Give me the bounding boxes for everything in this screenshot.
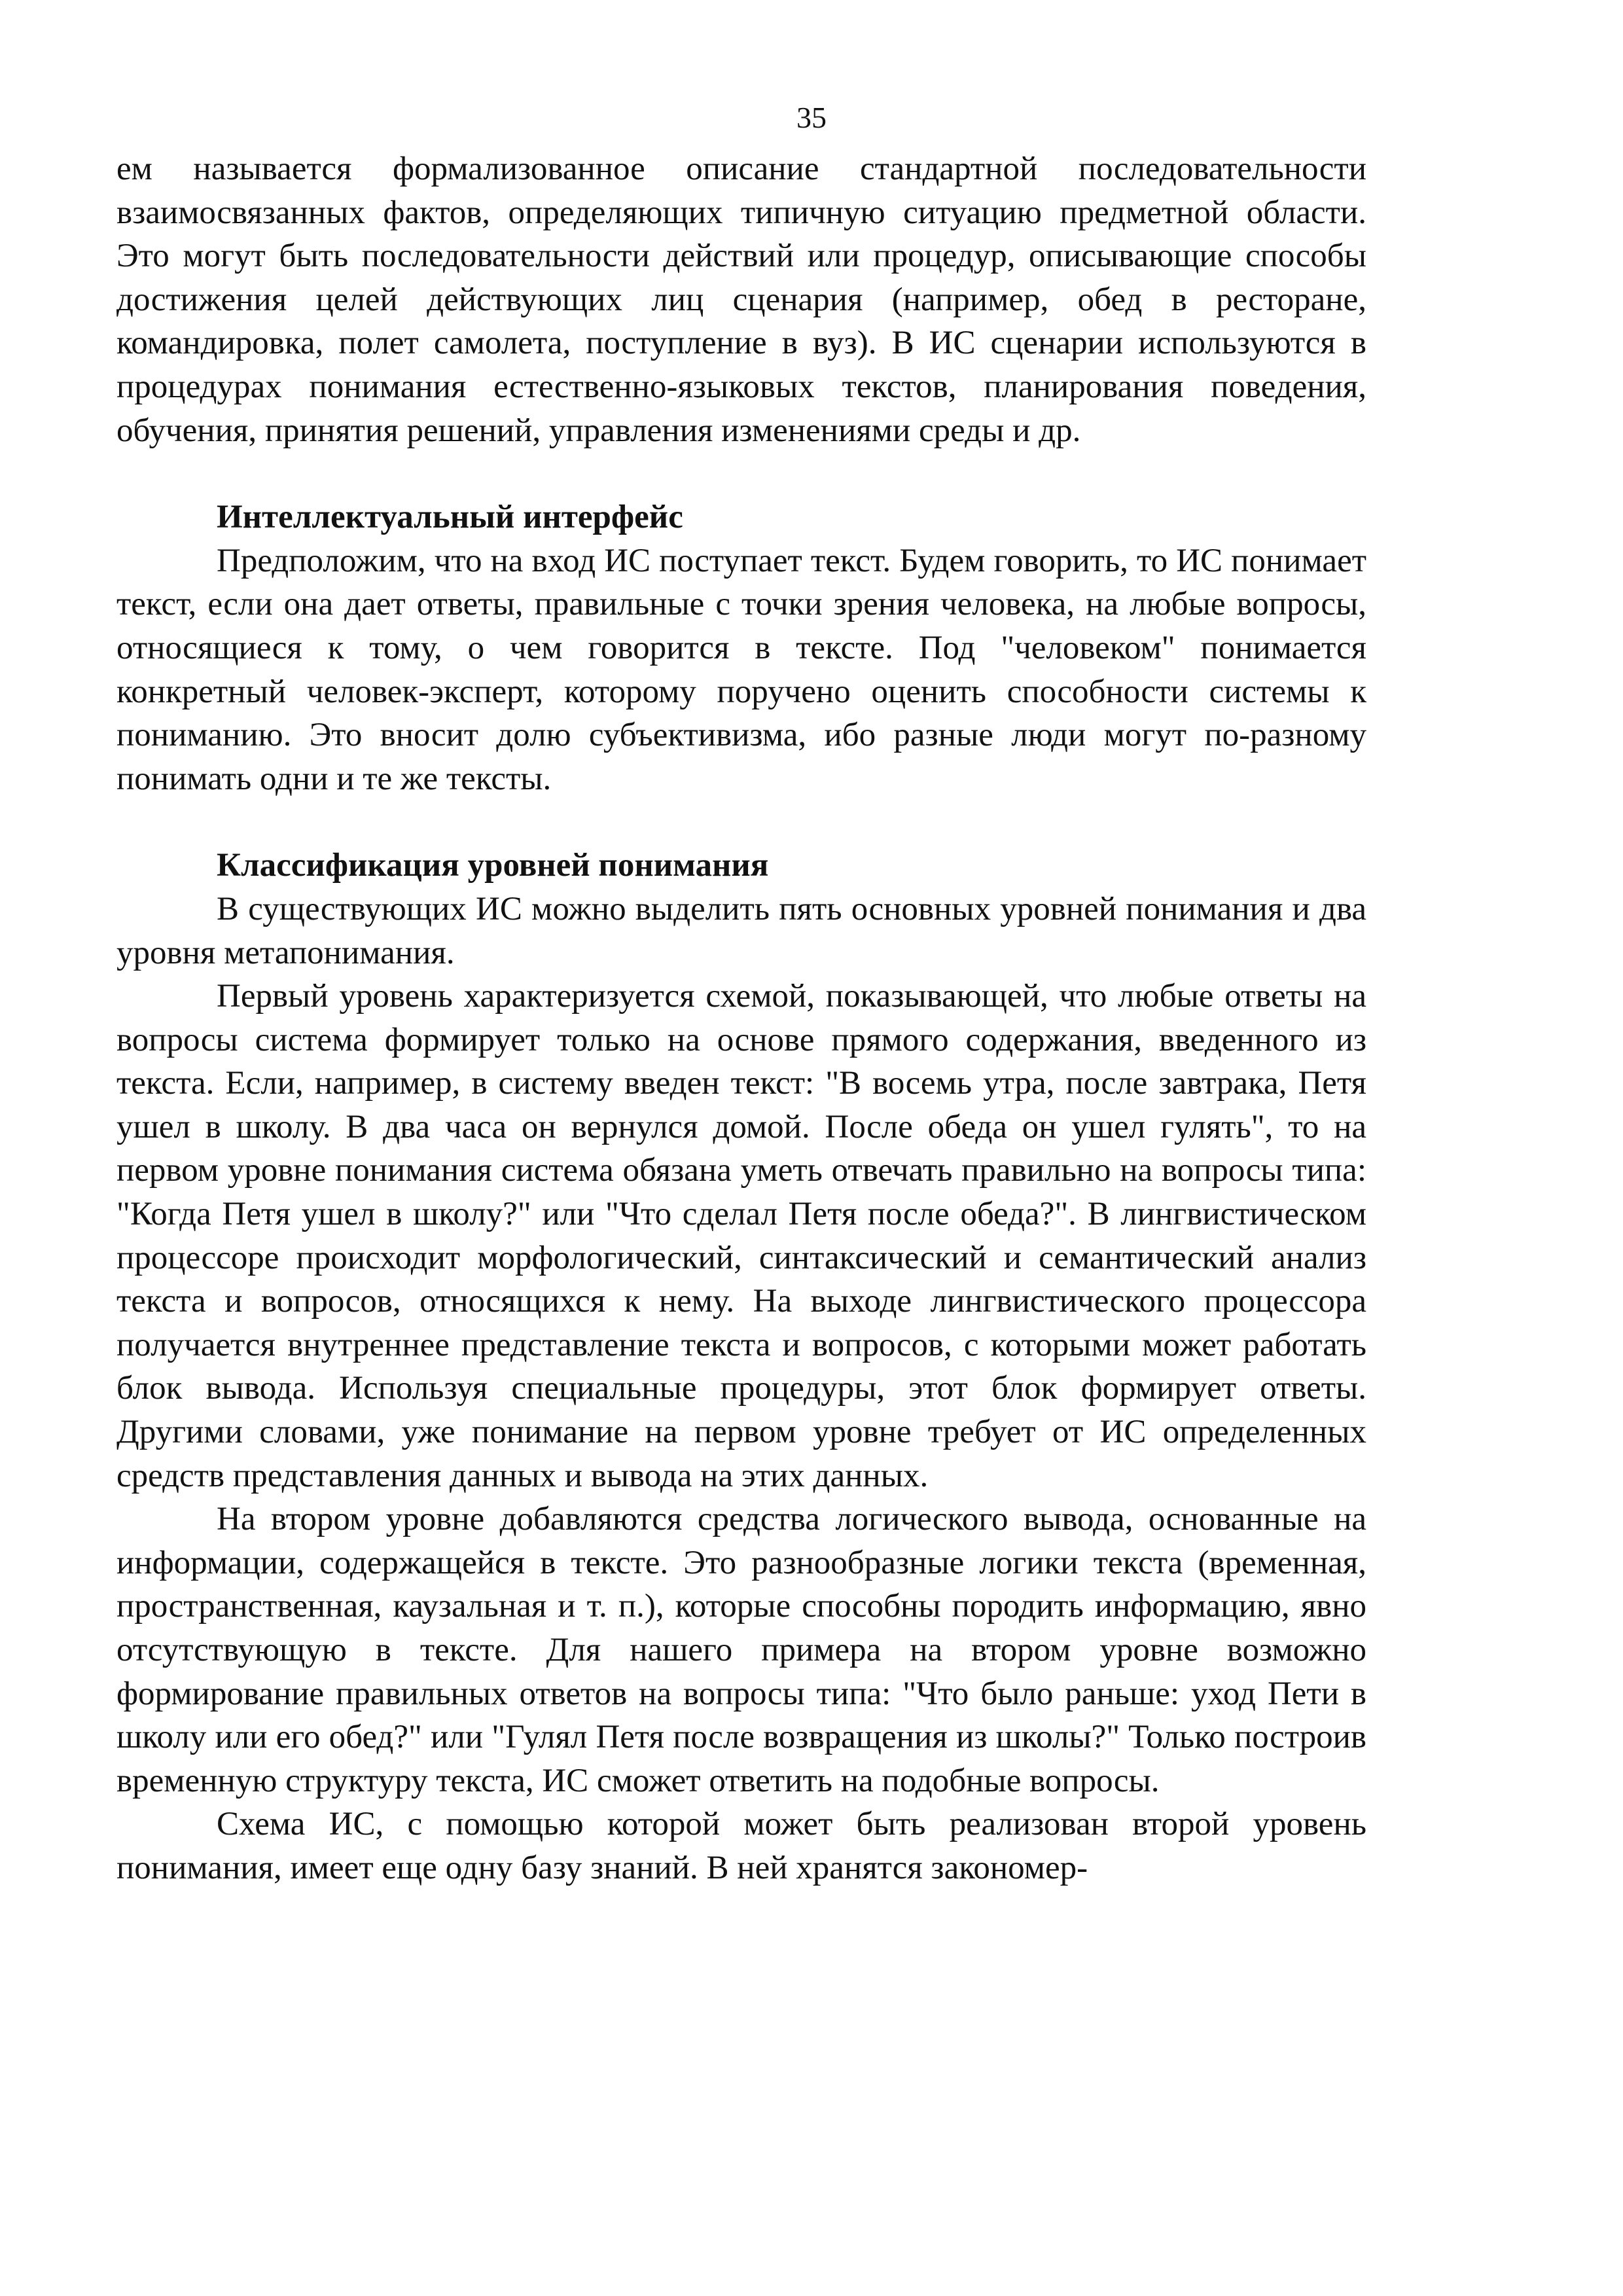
paragraph-levels-intro: В существующих ИС можно выделить пять основных уровней понимания и два уровня метапонимания.	[116, 890, 1366, 971]
paragraph-first-level: Первый уровень характеризуется схемой, показывающей, что любые ответы на вопросы система формирует только на основе прямого содержания, введенного из текста. Если, например, в систему введен текст: "В восемь утра, после завтрака, Петя ушел в школу. В два часа он вернулся домой. После обеда он ушел гулять", то на первом уровне понимания система обязана уметь отвечать правильно на вопросы типа: "Когда Петя ушел в школу?" или "Что сделал Петя после обеда?". В лингвистическом процессоре происходит морфологический, синтаксический и семантический анализ текста и вопросов, относящихся к нему. На выходе лингвистического процессора получается внутреннее представление текста и вопросов, с которыми может работать блок вывода. Используя специальные процедуры, этот блок формирует ответы. Другими словами, уже понимание на первом уровне требует от ИС определенных средств представления данных и вывода на этих данных.	[116, 978, 1366, 1494]
page-number: 35	[796, 101, 827, 134]
section-gap	[116, 800, 1366, 844]
section-gap	[116, 452, 1366, 495]
page-content	[116, 147, 1366, 1890]
section-heading-intelligent-interface: Интеллектуальный интерфейс	[217, 499, 683, 536]
paragraph-second-level-schema: Схема ИС, с помощью которой может быть реализован второй уровень понимания, имеет еще одну базу знаний. В ней хранятся закономер-	[116, 1806, 1366, 1886]
paragraph-second-level: На втором уровне добавляются средства логического вывода, основанные на информации, содержащейся в тексте. Это разнообразные логики текста (временная, пространственная, каузальная и т. п.), которые способны породить информацию, явно отсутствующую в тексте. Для нашего примера на втором уровне возможно формирование правильных ответов на вопросы типа: "Что было раньше: уход Пети в школу или его обед?" или "Гулял Петя после возвращения из школы?" Только построив временную структуру текста, ИС сможет ответить на подобные вопросы.	[116, 1501, 1366, 1799]
paragraph-continuation: ем называется формализованное описание стандартной последовательности взаимосвязанных фактов, определяющих типичную ситуацию предметной области. Это могут быть последовательности действий или процедур, описывающие способы достижения целей действующих лиц сценария (например, обед в ресторане, командировка, полет самолета, поступление в вуз). В ИС сценарии используются в процедурах понимания естественно-языковых текстов, планирования поведения, обучения, принятия решений, управления изменениями среды и др.	[116, 151, 1366, 449]
paragraph-intelligent-interface: Предположим, что на вход ИС поступает текст. Будем говорить, то ИС понимает текст, если она дает ответы, правильные с точки зрения человека, на любые вопросы, относящиеся к тому, о чем говорится в тексте. Под "человеком" понимается конкретный человек-эксперт, которому поручено оценить способности системы к пониманию. Это вносит долю субъективизма, ибо разные люди могут по-разному понимать одни и те же тексты.	[116, 542, 1366, 797]
section-heading-understanding-levels: Классификация уровней понимания	[217, 847, 769, 884]
